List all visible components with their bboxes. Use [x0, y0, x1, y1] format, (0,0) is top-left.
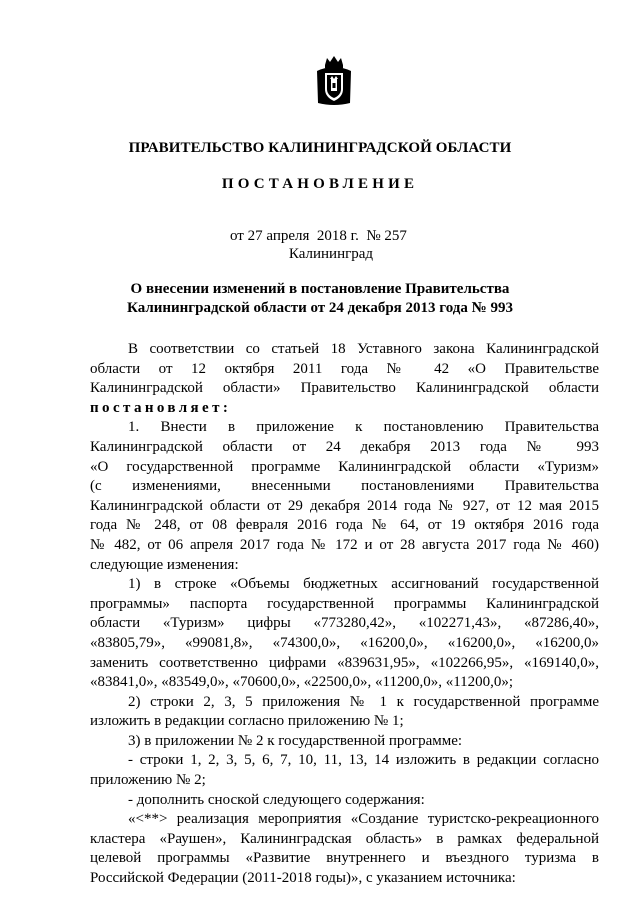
body-line: Калининградской области» Правительство Калининградской области — [90, 380, 599, 397]
subject-line-2: Калининградской области от 24 декабря 2013 года № 993 — [127, 300, 513, 316]
body-line: приложению № 2; — [90, 772, 206, 789]
body-line: 3) в приложении № 2 к государственной программе: — [128, 732, 463, 749]
document-city: Калининград — [288, 246, 374, 262]
body-line: программы» паспорта государственной программы Калининградской — [90, 595, 599, 612]
body-line: 1. Внести в приложение к постановлению Правительства — [128, 419, 599, 436]
body-line: изложить в редакции согласно приложению № 1; — [90, 713, 404, 730]
body-line: следующие изменения: — [90, 556, 239, 573]
coat-of-arms-emblem — [314, 55, 354, 107]
government-title: ПРАВИТЕЛЬСТВО КАЛИНИНГРАДСКОЙ ОБЛАСТИ — [128, 140, 512, 156]
body-line — [90, 399, 599, 419]
document-type: ПОСТАНОВЛЕНИЕ — [221, 176, 419, 192]
body-line: «О государственной программе Калининградской области «Туризм» — [90, 458, 599, 475]
body-line: В соответствии со статьей 18 Уставного закона Калининградской — [128, 341, 599, 357]
body-line: Калининградской области от 29 декабря 2014 года № 927, от 12 мая 2015 — [90, 497, 599, 514]
body-line: «83841,0», «83549,0», «70600,0», «22500,0», «11200,0», «11200,0»; — [90, 674, 514, 691]
body-line: кластера «Раушен», Калининградская область» в рамках федеральной — [90, 830, 599, 847]
body-line: (с изменениями, внесенными постановлениями Правительства — [90, 478, 599, 495]
document-date-number: от 27 апреля 2018 г. № 257 — [230, 228, 407, 244]
document-body — [90, 340, 599, 889]
body-line: года № 248, от 08 февраля 2016 года № 64, от 19 октября 2016 года — [90, 517, 599, 534]
body-line: - дополнить сноской следующего содержания: — [128, 791, 425, 808]
body-line: «<**> реализация мероприятия «Создание туристско-рекреационного — [128, 811, 599, 828]
body-line: № 482, от 06 апреля 2017 года № 172 и от 28 августа 2017 года № 460) — [90, 536, 599, 553]
body-line: области «Туризм» цифры «773280,42», «102271,43», «87286,40», — [90, 615, 599, 632]
body-line: 1) в строке «Объемы бюджетных ассигнований государственной — [128, 576, 599, 593]
body-line: - строки 1, 2, 3, 5, 6, 7, 10, 11, 13, 14 изложить в редакции согласно — [128, 752, 599, 769]
document-subject — [0, 280, 640, 318]
body-line: Российской Федерации (2011-2018 годы)», с указанием источника: — [90, 870, 516, 887]
subject-line-1: О внесении изменений в постановление Правительства — [130, 281, 510, 297]
body-line: 2) строки 2, 3, 5 приложения № 1 к государственной программе — [128, 693, 599, 710]
body-line: Калининградской области от 24 декабря 2013 года № 993 — [90, 438, 599, 455]
body-line: заменить соответственно цифрами «839631,95», «102266,95», «169140,0», — [90, 654, 599, 671]
resolves-word: постановляет: — [90, 399, 232, 416]
body-line: целевой программы «Развитие внутреннего и въездного туризма в — [90, 850, 599, 867]
body-line: «83805,79», «99081,8», «74300,0», «16200,0», «16200,0», «16200,0» — [90, 634, 599, 651]
body-line: области от 12 октября 2011 года № 42 «О Правительстве — [90, 360, 599, 377]
